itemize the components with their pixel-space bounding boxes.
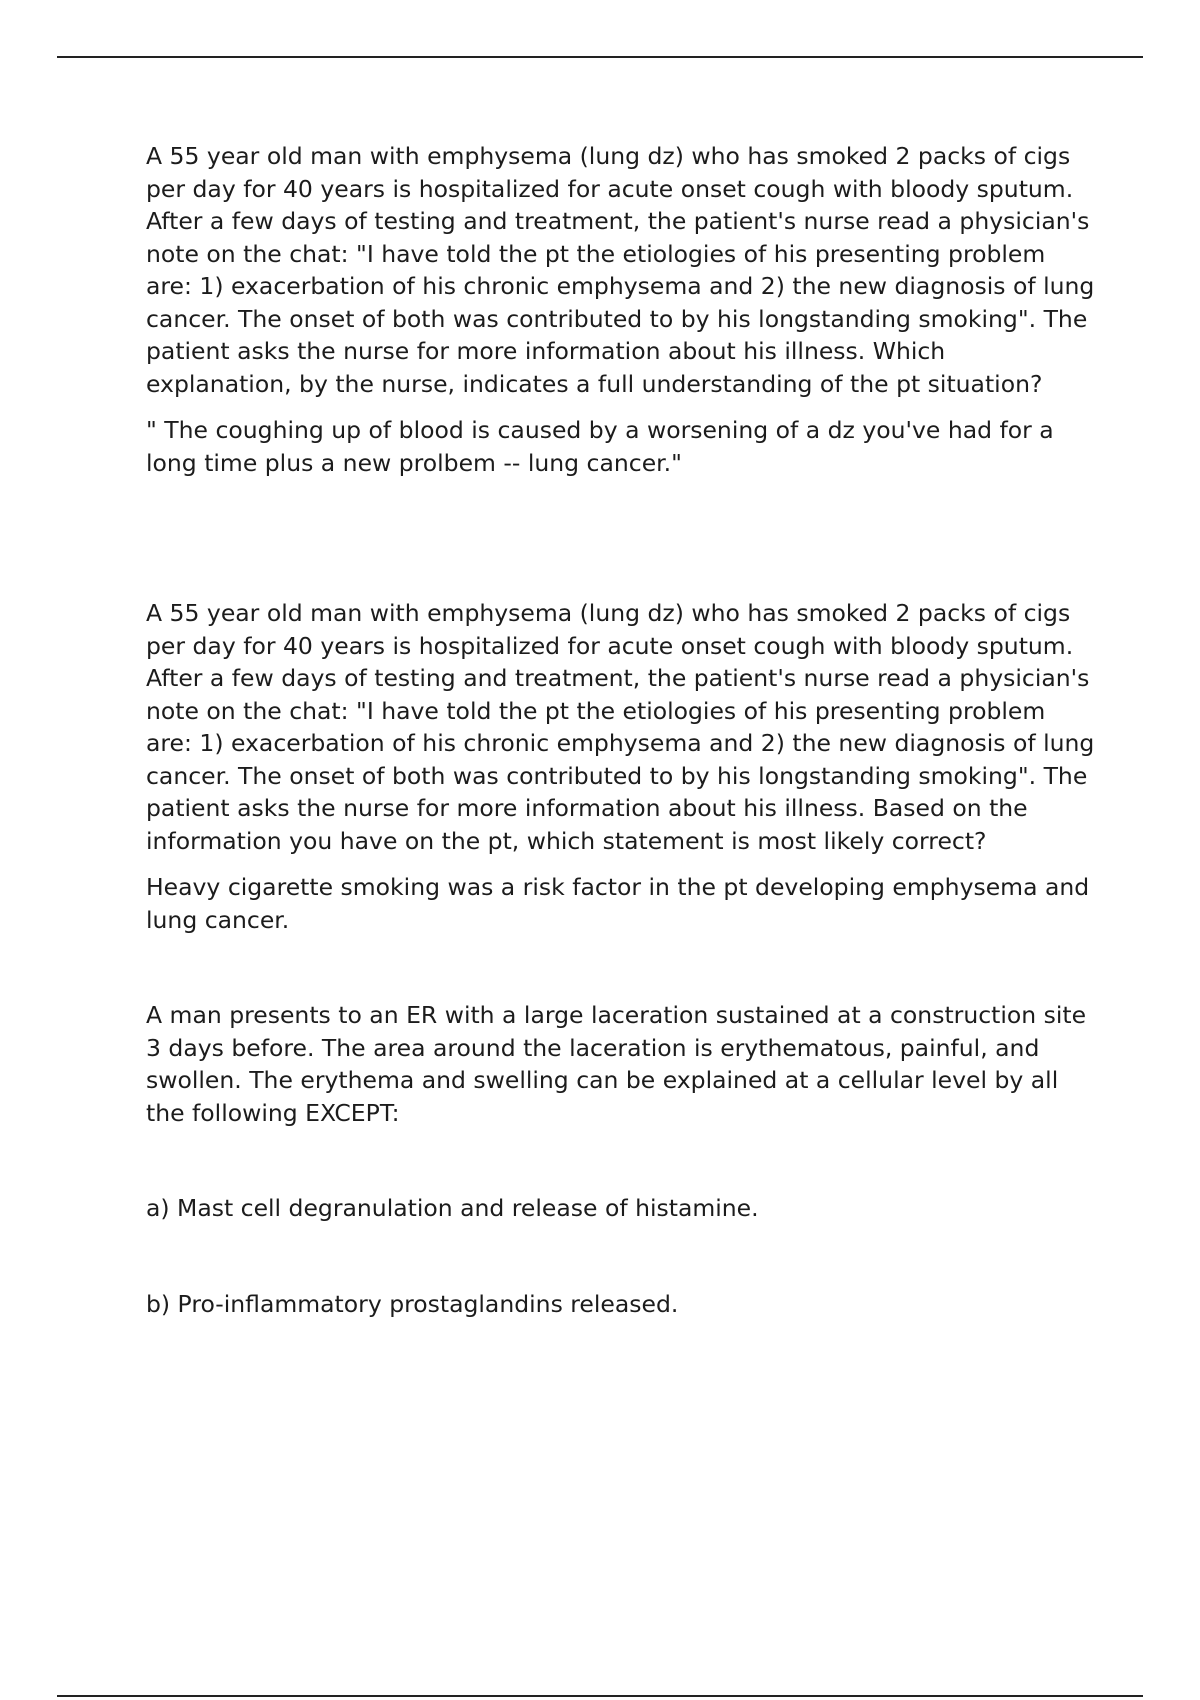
question-1-answer: " The coughing up of blood is caused by a worsening of a dz you've had for a long time plus a new prolbem -- lung cancer."	[146, 416, 1054, 477]
question-3-option-a: a) Mast cell degranulation and release of histamine.	[146, 1194, 759, 1222]
question-1-text: A 55 year old man with emphysema (lung dz) who has smoked 2 packs of cigs per day for 40 years is hospitalized for acute onset cough with bloody sputum. After a few days of testing and treatment, the patient's nurse read a physician's note on the chat: "I have told the pt the etiologies of his presenting problem are: 1) exacerbation of his chronic emphysema and 2) the new diagnosis of lung cancer. The onset of both was contributed to by his longstanding smoking". The patient asks the nurse for more information about his illness. Which explanation, by the nurse, indicates a full understanding of the pt situation?	[146, 142, 1095, 398]
question-3-option-b: b) Pro-inflammatory prostaglandins released.	[146, 1289, 679, 1318]
question-2-answer: Heavy cigarette smoking was a risk factor in the pt developing emphysema and lung cancer.	[146, 873, 1090, 934]
bottom-rule	[57, 1695, 1143, 1697]
document-body	[146, 140, 1096, 1320]
question-2-text: A 55 year old man with emphysema (lung dz) who has smoked 2 packs of cigs per day for 40 years is hospitalized for acute onset cough with bloody sputum. After a few days of testing and treatment, the patient's nurse read a physician's note on the chat: "I have told the pt the etiologies of his presenting problem are: 1) exacerbation of his chronic emphysema and 2) the new diagnosis of lung cancer. The onset of both was contributed to by his longstanding smoking". The patient asks the nurse for more information about his illness. Based on the information you have on the pt, which statement is most likely correct?	[146, 599, 1095, 855]
top-rule	[57, 56, 1143, 58]
question-3-text: A man presents to an ER with a large laceration sustained at a construction site 3 days before. The area around the laceration is erythematous, painful, and swollen. The erythema and swelling can be explained at a cellular level by all the following EXCEPT:	[146, 1001, 1087, 1127]
